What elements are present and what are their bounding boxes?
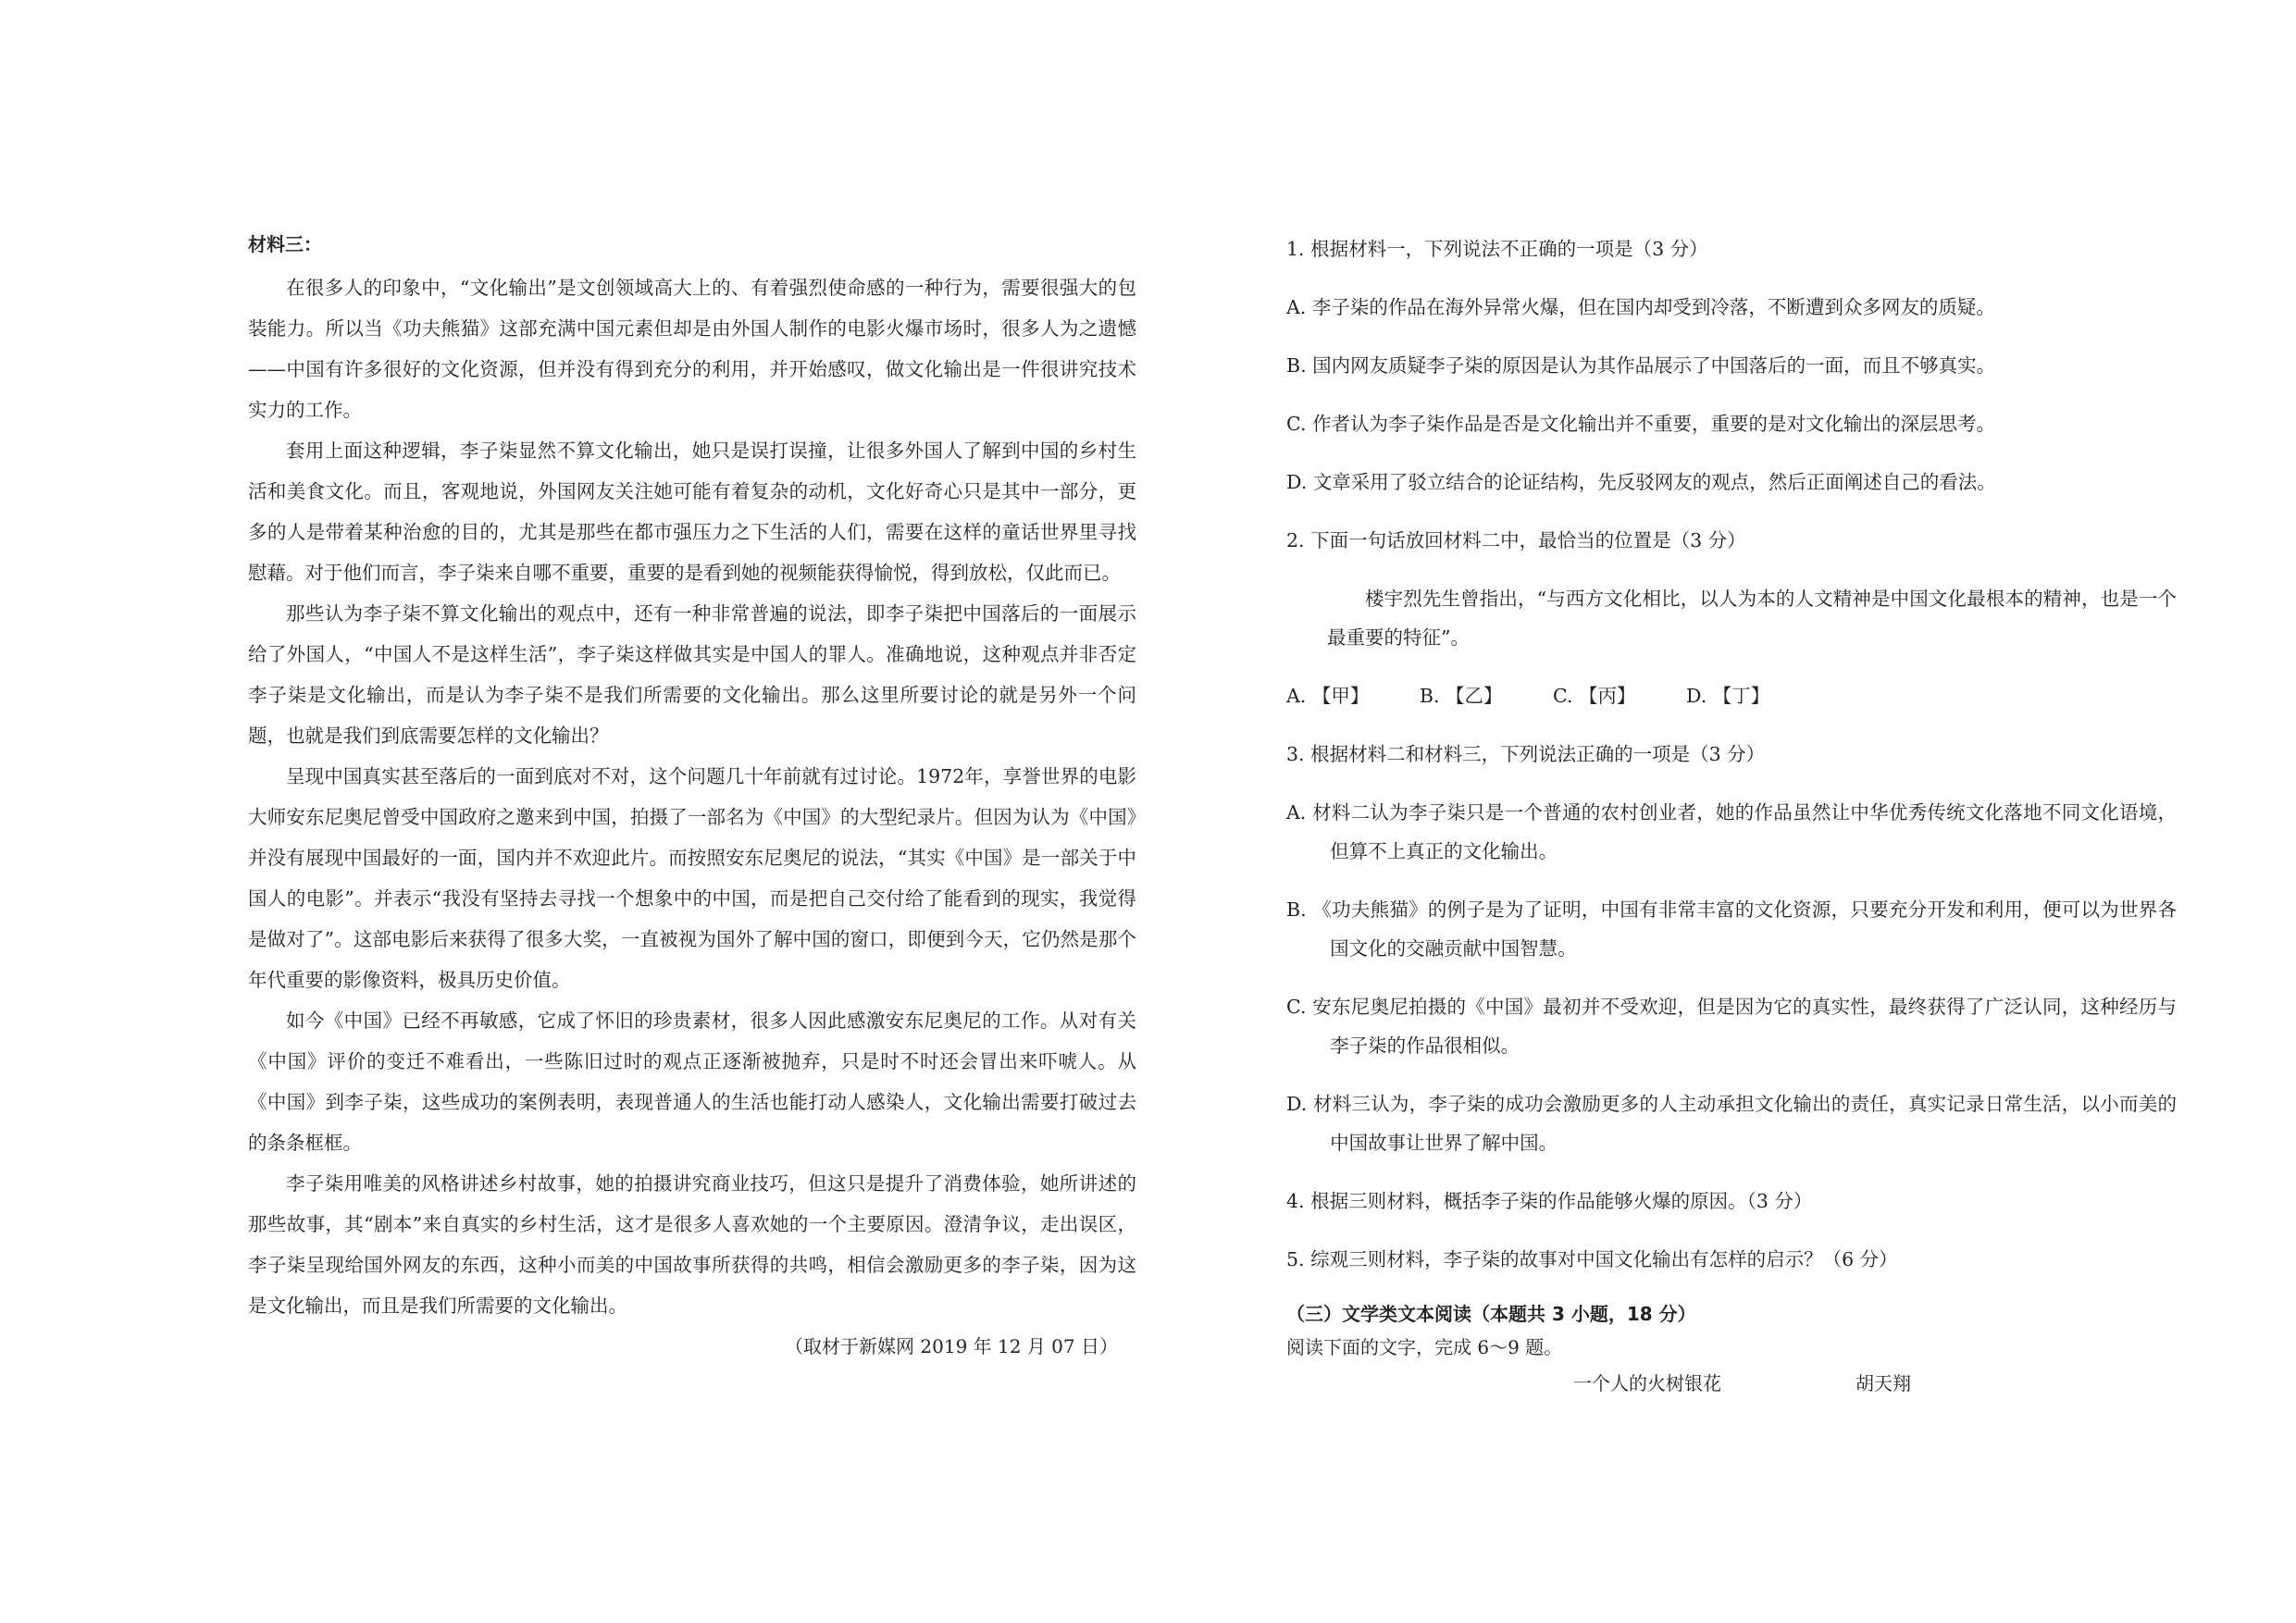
question-2-quote: 楼宇烈先生曾指出，“与西方文化相比，以人为本的人文精神是中国文化最根本的精神，也是一个最重要的特征”。: [1327, 588, 2177, 649]
question-2-options: [1286, 676, 2177, 715]
section-three-title: （三）文学类文本阅读（本题共 3 小题，18 分）: [1286, 1303, 1696, 1325]
paragraph-5: 如今《中国》已经不再敏感，它成了怀旧的珍贵素材，很多人因此感激安东尼奥尼的工作。从对有关《中国》评价的变迁不难看出，一些陈旧过时的观点正逐渐被抛弃，只是时不时还会冒出来吓唬人。从《中国》到李子柒，这些成功的案例表明，表现普通人的生活也能打动人感染人，文化输出需要打破过去的条条框框。: [248, 1010, 1136, 1154]
paragraph-4: 呈现中国真实甚至落后的一面到底对不对，这个问题几十年前就有过讨论。1972年，享誉世界的电影大师安东尼奥尼曾受中国政府之邀来到中国，拍摄了一部名为《中国》的大型纪录片。但因为认为《中国》并没有展现中国最好的一面，国内并不欢迎此片。而按照安东尼奥尼的说法，“其实《中国》是一部关于中国人的电影”。并表示“我没有坚持去寻找一个想象中的中国，而是把自己交付给了能看到的现实，我觉得是做对了”。这部电影后来获得了很多大奖，一直被视为国外了解中国的窗口，即便到今天，它仍然是那个年代重要的影像资料，极具历史价值。: [248, 765, 1136, 991]
right-column: [1286, 229, 2177, 1402]
question-3-stem: 3. 根据材料二和材料三，下列说法正确的一项是（3 分）: [1286, 743, 1766, 765]
question-2-option-c: C. 【丙】: [1553, 685, 1636, 707]
article-heading: [1286, 1365, 2177, 1402]
source-citation: （取材于新媒网 2019 年 12 月 07 日）: [785, 1335, 1118, 1357]
left-column: [248, 229, 1136, 1367]
question-2-option-a: A. 【甲】: [1286, 685, 1370, 707]
question-1-option-d: D. 文章采用了驳立结合的论证结构，先反驳网友的观点，然后正面阐述自己的看法。: [1286, 471, 1996, 493]
question-1-option-a: A. 李子柒的作品在海外异常火爆，但在国内却受到冷落，不断遭到众多网友的质疑。: [1286, 296, 1995, 318]
question-3-option-a: A. 材料二认为李子柒只是一个普通的农村创业者，她的作品虽然让中华优秀传统文化落地不同文化语境，但算不上真正的文化输出。: [1286, 801, 2177, 862]
question-1-option-b: B. 国内网友质疑李子柒的原因是认为其作品展示了中国落后的一面，而且不够真实。: [1286, 354, 1996, 377]
question-2-option-d: D. 【丁】: [1686, 685, 1770, 707]
paragraph-6: 李子柒用唯美的风格讲述乡村故事，她的拍摄讲究商业技巧，但这只是提升了消费体验，她所讲述的那些故事，其“剧本”来自真实的乡村生活，这才是很多人喜欢她的一个主要原因。澄清争议，走出误区，李子柒呈现给国外网友的东西，这种小而美的中国故事所获得的共鸣，相信会激励更多的李子柒，因为这是文化输出，而且是我们所需要的文化输出。: [248, 1172, 1136, 1317]
paragraph-2: 套用上面这种逻辑，李子柒显然不算文化输出，她只是误打误撞，让很多外国人了解到中国的乡村生活和美食文化。而且，客观地说，外国网友关注她可能有着复杂的动机，文化好奇心只是其中一部分，更多的人是带着某种治愈的目的，尤其是那些在都市强压力之下生活的人们，需要在这样的童话世界里寻找慰藉。对于他们而言，李子柒来自哪不重要，重要的是看到她的视频能获得愉悦，得到放松，仅此而已。: [248, 440, 1136, 584]
reading-instruction: 阅读下面的文字，完成 6～9 题。: [1286, 1336, 1563, 1358]
question-4: 4. 根据三则材料，概括李子柒的作品能够火爆的原因。（3 分）: [1286, 1190, 1813, 1212]
question-2-option-b: B. 【乙】: [1419, 685, 1503, 707]
question-5: 5. 综观三则材料，李子柒的故事对中国文化输出有怎样的启示？（6 分）: [1286, 1248, 1898, 1270]
question-3-option-b: B. 《功夫熊猫》的例子是为了证明，中国有非常丰富的文化资源，只要充分开发和利用，便可以为世界各国文化的交融贡献中国智慧。: [1286, 898, 2177, 960]
question-2-stem: 2. 下面一句话放回材料二中，最恰当的位置是（3 分）: [1286, 529, 1746, 551]
question-1-option-c: C. 作者认为李子柒作品是否是文化输出并不重要，重要的是对文化输出的深层思考。: [1286, 413, 1995, 435]
question-3-option-c: C. 安东尼奥尼拍摄的《中国》最初并不受欢迎，但是因为它的真实性，最终获得了广泛认同，这种经历与李子柒的作品很相似。: [1286, 996, 2177, 1057]
question-3-option-d: D. 材料三认为，李子柒的成功会激励更多的人主动承担文化输出的责任，真实记录日常生活，以小而美的中国故事让世界了解中国。: [1286, 1093, 2177, 1154]
material-three-heading: 材料三：: [248, 233, 322, 255]
article-title: 一个人的火树银花: [1573, 1372, 1721, 1394]
question-1-stem: 1. 根据材料一，下列说法不正确的一项是（3 分）: [1286, 238, 1708, 260]
paragraph-1: 在很多人的印象中，“文化输出”是文创领域高大上的、有着强烈使命感的一种行为，需要很强大的包装能力。所以当《功夫熊猫》这部充满中国元素但却是由外国人制作的电影火爆市场时，很多人为之遗憾——中国有许多很好的文化资源，但并没有得到充分的利用，并开始感叹，做文化输出是一件很讲究技术实力的工作。: [248, 277, 1136, 421]
paragraph-3: 那些认为李子柒不算文化输出的观点中，还有一种非常普遍的说法，即李子柒把中国落后的一面展示给了外国人，“中国人不是这样生活”，李子柒这样做其实是中国人的罪人。准确地说，这种观点并非否定李子柒是文化输出，而是认为李子柒不是我们所需要的文化输出。那么这里所要讨论的就是另外一个问题，也就是我们到底需要怎样的文化输出？: [248, 602, 1136, 747]
article-author: 胡天翔: [1855, 1372, 1911, 1394]
